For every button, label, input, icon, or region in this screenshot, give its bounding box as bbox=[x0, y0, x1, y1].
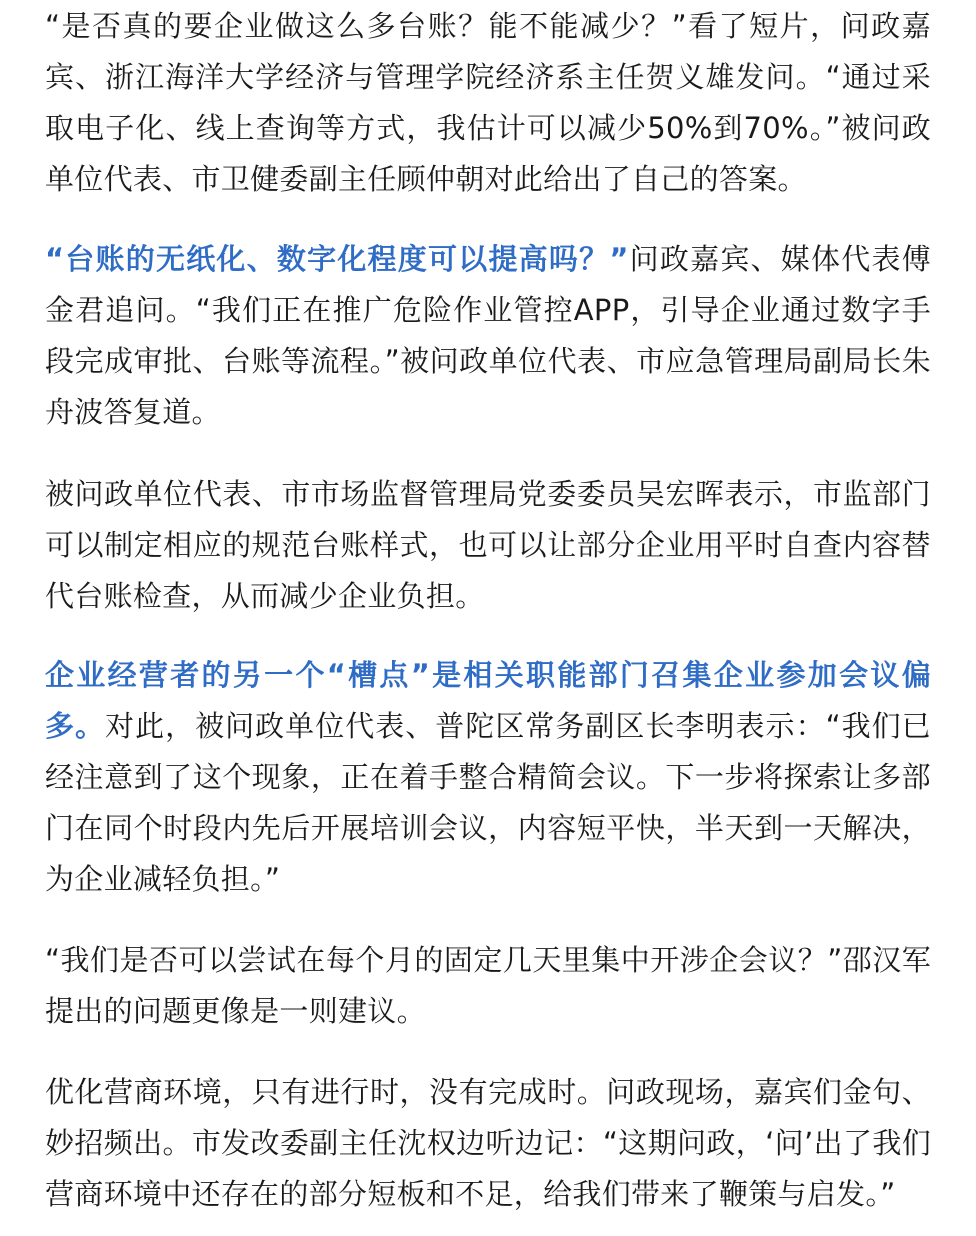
paragraph-meetings bbox=[45, 650, 931, 905]
paragraph-suggestion bbox=[45, 935, 931, 1037]
paragraph-text: “我们是否可以尝试在每个月的固定几天里集中开涉企会议？”邵汉军提出的问题更像是一则建议。 bbox=[45, 943, 931, 1028]
paragraph-ledger-reduction bbox=[45, 1, 931, 205]
paragraph-text: 被问政单位代表、市市场监督管理局党委委员吴宏晖表示，市监部门可以制定相应的规范台账样式，也可以让部分企业用平时自查内容替代台账检查，从而减少企业负担。 bbox=[45, 477, 931, 613]
paragraph-text: 优化营商环境，只有进行时，没有完成时。问政现场，嘉宾们金句、妙招频出。市发改委副主任沈权边听边记：“这期问政，‘问’出了我们营商环境中还存在的部分短板和不足，给我们带来了鞭策与启发。” bbox=[45, 1075, 931, 1211]
paragraph-text: “是否真的要企业做这么多台账？能不能减少？”看了短片，问政嘉宾、浙江海洋大学经济与管理学院经济系主任贺义雄发问。“通过采取电子化、线上查询等方式，我估计可以减少50%到70%。”被问政单位代表、市卫健委副主任顾仲朝对此给出了自己的答案。 bbox=[45, 9, 931, 196]
paragraph-conclusion bbox=[45, 1067, 931, 1220]
highlighted-question: “台账的无纸化、数字化程度可以提高吗？” bbox=[45, 242, 629, 276]
paragraph-text: 对此，被问政单位代表、普陀区常务副区长李明表示：“我们已经注意到了这个现象，正在着手整合精简会议。下一步将探索让多部门在同个时段内先后开展培训会议，内容短平快，半天到一天解决，为企业减轻负担。” bbox=[45, 709, 931, 896]
paragraph-text: 问政嘉宾、媒体代表傅金君追问。“我们正在推广危险作业管控APP，引导企业通过数字手段完成审批、台账等流程。”被问政单位代表、市应急管理局副局长朱舟波答复道。 bbox=[45, 242, 931, 429]
paragraph-paperless-ledger bbox=[45, 234, 931, 438]
highlighted-statement: 企业经营者的另一个“槽点”是相关职能部门召集企业参加会议偏多。 bbox=[45, 658, 931, 743]
paragraph-market-supervision bbox=[45, 469, 931, 622]
